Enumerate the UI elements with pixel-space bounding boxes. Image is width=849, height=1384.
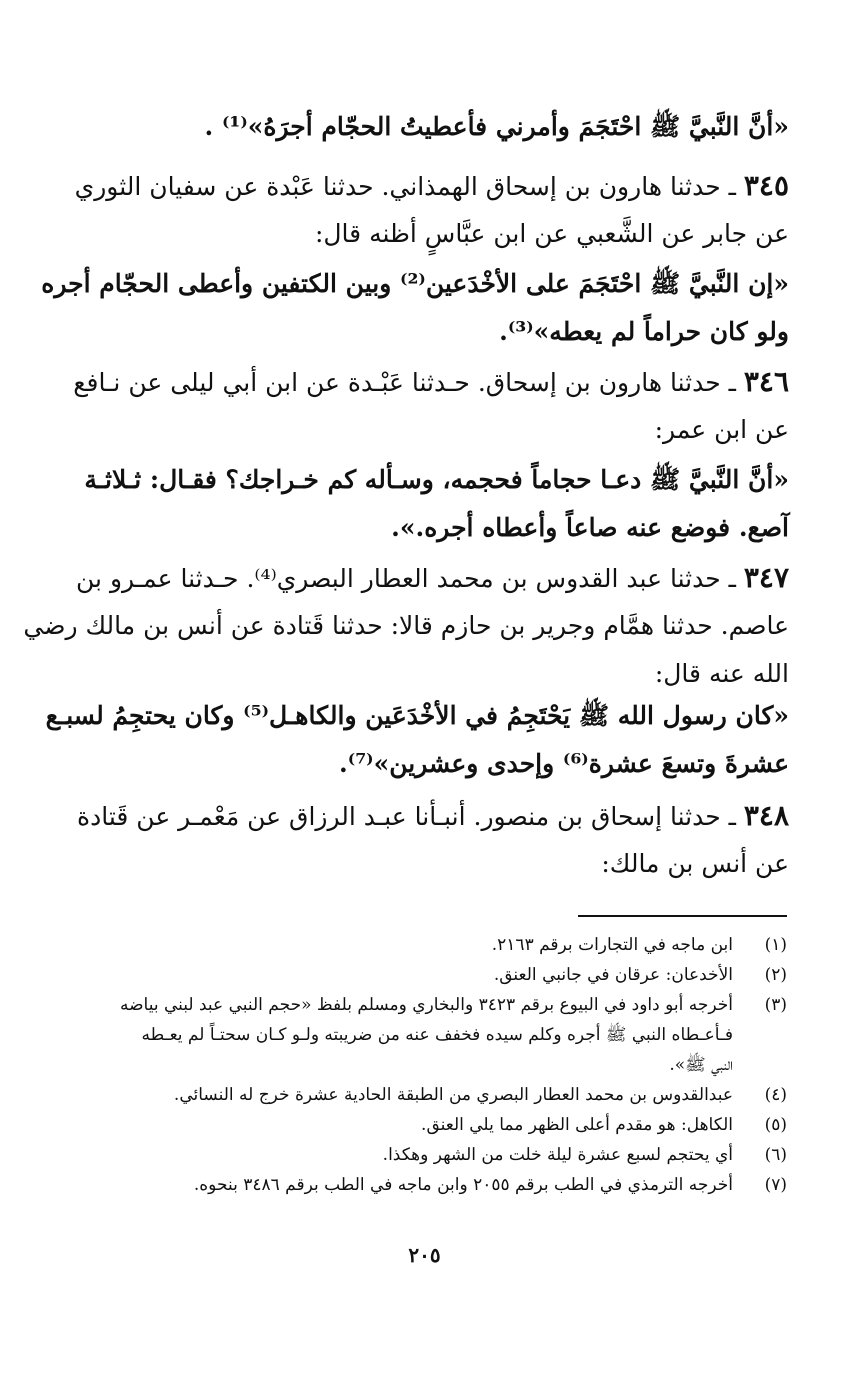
matn-line: آصع. فوضع عنه صاعاً وأعطاه أجره.».: [391, 513, 789, 542]
footnote-5: [94, 1110, 787, 1140]
footnote-mark: (١): [764, 935, 787, 955]
footnote-1: [94, 930, 787, 960]
isnad-line: ٣٤٨ ـ حدثنا إسحاق بن منصور. أنبـأنا عبـد الرزاق عن مَعْمـر عن قَتادة: [77, 799, 789, 832]
hadith-344-matn: [94, 103, 789, 151]
matn-line: «أنَّ النَّبيَّ ﷺ احْتَجَمَ وأمرني فأعطيتُ الحجّام أجرَهُ»⁽¹⁾ .: [204, 112, 789, 141]
isnad-line: ٣٤٥ ـ حدثنا هارون بن إسحاق الهمذاني. حدثنا عَبْدة عن سفيان الثوري: [74, 169, 789, 202]
footnote-2: [94, 960, 787, 990]
matn-line: عشرةَ وتسعَ عشرة⁽⁶⁾ وإحدى وعشرين»⁽⁷⁾.: [339, 749, 789, 778]
footnote-7: [94, 1170, 787, 1200]
footnote-divider: [578, 915, 787, 917]
footnote-text: عبدالقدوس بن محمد العطار البصري من الطبقة الحادية عشرة خرج له النسائي.: [173, 1085, 733, 1105]
isnad-line: عن أنس بن مالك:: [601, 849, 789, 878]
hadith-345: [74, 162, 789, 258]
footnote-text: الأخدعان: عرقان في جانبي العنق.: [493, 965, 733, 985]
isnad-line: الله عنه قال:: [654, 659, 789, 688]
footnote-text: أخرجه الترمذي في الطب برقم ٢٠٥٥ وابن ماجه في الطب برقم ٣٤٨٦ بنحوه.: [193, 1175, 733, 1195]
footnote-text: ابن ماجه في التجارات برقم ٢١٦٣.: [491, 935, 733, 955]
matn-line: ولو كان حراماً لم يعطه»⁽³⁾.: [499, 317, 789, 346]
hadith-345-matn: [41, 260, 789, 356]
isnad-line: عاصم. حدثنا همَّام وجرير بن حازم قالا: حدثنا قَتادة عن أنس بن مالك رضي: [23, 611, 789, 640]
hadith-347: [23, 554, 789, 698]
footnote-text: النبي ﷺ».: [669, 1055, 733, 1075]
footnote-4: [94, 1080, 787, 1110]
hadith-346: [73, 358, 789, 454]
footnote-mark: (٥): [764, 1115, 787, 1135]
footnote-text: أخرجه أبو داود في البيوع برقم ٣٤٢٣ والبخاري ومسلم بلفظ «حجم النبي عبد لبني بياضه: [119, 995, 733, 1015]
page-number: ٢٠٥: [408, 1243, 441, 1267]
hadith-number: ٣٤٨: [743, 799, 789, 832]
footnotes: [94, 930, 787, 1200]
footnote-text: أي يحتجم لسبع عشرة ليلة خلت من الشهر وهكذا.: [382, 1145, 733, 1165]
isnad-line: ٣٤٧ ـ حدثنا عبد القدوس بن محمد العطار البصري⁽⁴⁾. حـدثنا عمـرو بن: [76, 561, 789, 594]
footnote-mark: (٦): [764, 1145, 787, 1165]
hadith-346-matn: [84, 456, 789, 552]
hadith-348: [77, 792, 789, 888]
hadith-number: ٣٤٥: [743, 169, 789, 202]
footnote-3: [94, 990, 787, 1080]
footnote-6: [94, 1140, 787, 1170]
footnote-mark: (٤): [764, 1085, 787, 1105]
isnad-line: عن ابن عمر:: [654, 415, 789, 444]
footnote-text: فـأعـطاه النبي ﷺ أجره وكلم سيده فخفف عنه من ضريبته ولـو كـان سحتـاً لم يعـطه: [141, 1025, 733, 1045]
hadith-number: ٣٤٧: [743, 561, 789, 594]
matn-line: «إن النَّبيَّ ﷺ احْتَجَمَ على الأخْدَعين⁽²⁾ وبين الكتفين وأعطى الحجّام أجره: [41, 269, 789, 298]
isnad-line: ٣٤٦ ـ حدثنا هارون بن إسحاق. حـدثنا عَبْـدة عن ابن أبي ليلى عن نـافع: [73, 365, 789, 398]
footnote-mark: (٣): [764, 995, 787, 1015]
hadith-347-matn: [45, 692, 789, 788]
hadith-number: ٣٤٦: [743, 365, 789, 398]
matn-line: «كان رسول الله ﷺ يَحْتَجِمُ في الأخْدَعَين والكاهـل⁽⁵⁾ وكان يحتجِمُ لسبـع: [45, 701, 789, 730]
matn-line: «أنَّ النَّبيَّ ﷺ دعـا حجاماً فحجمه، وسـأله كم خـراجك؟ فقـال: ثـلاثـة: [84, 465, 789, 494]
isnad-line: عن جابر عن الشَّعبي عن ابن عبَّاسٍ أظنه قال:: [314, 219, 789, 248]
footnote-text: الكاهل: هو مقدم أعلى الظهر مما يلي العنق.: [421, 1115, 733, 1135]
footnote-mark: (٢): [764, 965, 787, 985]
footnote-mark: (٧): [764, 1175, 787, 1195]
